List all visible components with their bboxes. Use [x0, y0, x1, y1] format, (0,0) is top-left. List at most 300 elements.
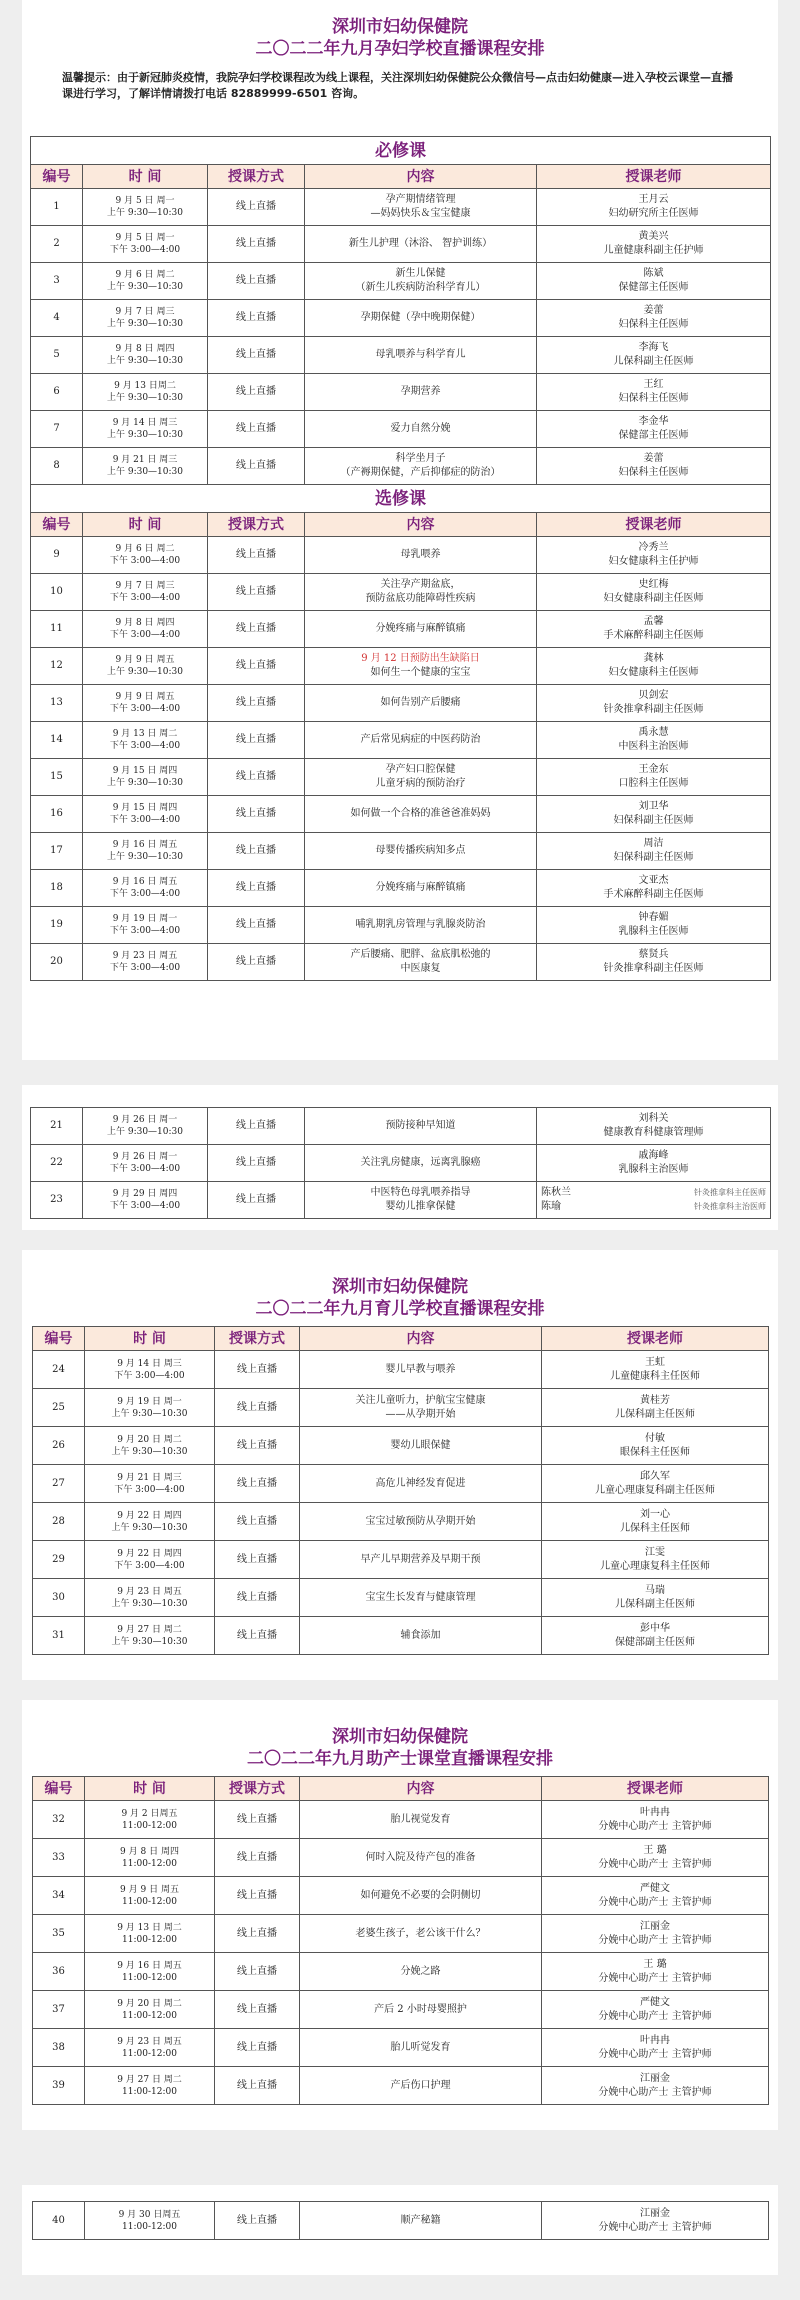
- course-number: 16: [31, 796, 83, 833]
- course-content-line1: 分娩疼痛与麻醉镇痛: [375, 623, 466, 634]
- midwife-schedule-table: [32, 1776, 769, 2105]
- teacher-title: 儿保科副主任医师: [613, 356, 694, 367]
- table-row: [33, 1427, 769, 1465]
- teacher-name: 黄美兴: [638, 231, 669, 242]
- table-row: [31, 944, 771, 981]
- infant-school-title: 二〇二二年九月育儿学校直播课程安排: [255, 1299, 545, 1319]
- col-time: 时 间: [83, 513, 208, 537]
- teacher-cell: [542, 1915, 769, 1953]
- course-time: 上午 9:30—10:30: [106, 467, 183, 477]
- teacher-title: 针灸推拿科主任医师: [694, 1188, 766, 1197]
- table-row: [33, 1915, 769, 1953]
- course-content-line1: 产后常见病症的中医药防治: [360, 734, 481, 745]
- midwife-class-header: [22, 1700, 778, 1770]
- time-cell: [85, 1351, 215, 1389]
- teacher-name: 刘一心: [640, 1508, 670, 1520]
- course-content-line1: 顺产秘籍: [400, 2214, 441, 2226]
- teacher-title: 妇女健康科副主任医师: [603, 593, 704, 604]
- time-cell: [85, 1915, 215, 1953]
- teacher-name: 王 璐: [643, 1844, 667, 1856]
- course-time: 上午 9:30—10:30: [106, 393, 183, 403]
- course-date: 9 月 20 日 周二: [117, 1434, 182, 1445]
- content-cell: [305, 537, 537, 574]
- course-mode: 线上直播: [215, 1915, 300, 1953]
- time-cell: [83, 796, 208, 833]
- time-cell: [83, 1145, 208, 1182]
- col-mode: 授课方式: [208, 513, 305, 537]
- course-content-line2: —妈妈快乐＆宝宝健康: [370, 208, 471, 219]
- time-cell: [83, 226, 208, 263]
- course-content-line1: 分娩疼痛与麻醉镇痛: [375, 882, 466, 893]
- course-time: 上午 9:30—10:30: [106, 356, 183, 366]
- course-number: 17: [31, 833, 83, 870]
- pregnancy-schedule-table: [30, 136, 771, 981]
- content-cell: [305, 1108, 537, 1145]
- teacher-name: 姜蕾: [643, 453, 664, 464]
- course-content-line1: 宝宝过敏预防从孕期开始: [365, 1515, 476, 1527]
- course-content-line1: 爱力自然分娩: [390, 423, 451, 434]
- content-cell: [305, 300, 537, 337]
- course-number: 29: [33, 1541, 85, 1579]
- course-date: 9 月 8 日 周四: [120, 1846, 179, 1857]
- teacher-name: 刘科关: [638, 1113, 669, 1124]
- course-number: 14: [31, 722, 83, 759]
- course-mode: 线上直播: [215, 1617, 300, 1655]
- course-content-line1: 老婆生孩子，老公该干什么？: [355, 1927, 486, 1939]
- course-time: 上午 9:30—10:30: [106, 1127, 183, 1137]
- teacher-cell: [542, 2067, 769, 2105]
- content-cell: [305, 833, 537, 870]
- course-mode: 线上直播: [208, 537, 305, 574]
- course-content-line1: 母婴传播疾病知多点: [375, 845, 466, 856]
- course-time: 下午 3:00—4:00: [109, 593, 181, 603]
- course-mode: 线上直播: [208, 189, 305, 226]
- teacher-cell: [542, 2202, 769, 2240]
- elective-continued-card: [22, 1085, 778, 1230]
- teacher-name: 蔡贤兵: [638, 949, 669, 960]
- time-cell: [85, 1801, 215, 1839]
- course-number: 13: [31, 685, 83, 722]
- course-content-line1: 关注乳房健康，远离乳腺癌: [360, 1157, 481, 1168]
- table-row: [31, 574, 771, 611]
- teacher-name: 江雯: [645, 1546, 665, 1558]
- course-mode: 线上直播: [208, 1108, 305, 1145]
- teacher-title: 针灸推拿科副主任医师: [603, 704, 704, 715]
- teacher-title: 分娩中心助产士 主管护师: [598, 1934, 712, 1946]
- teacher-cell: [537, 574, 771, 611]
- time-cell: [85, 2202, 215, 2240]
- course-content-line1: 关注儿童听力，护航宝宝健康: [355, 1394, 486, 1406]
- teacher-name: 黄桂芳: [640, 1394, 670, 1406]
- teacher-title: 儿童心理康复科主任医师: [600, 1560, 710, 1572]
- course-number: 18: [31, 870, 83, 907]
- teacher-cell: [537, 448, 771, 485]
- table-row: [33, 1541, 769, 1579]
- course-time: 上午 9:30—10:30: [111, 1522, 188, 1533]
- infant-schedule-table: [32, 1326, 769, 1655]
- course-time: 11:00-12:00: [122, 1858, 177, 1869]
- course-number: 32: [33, 1801, 85, 1839]
- teacher-cell: [542, 1839, 769, 1877]
- course-number: 23: [31, 1182, 83, 1219]
- teacher-title: 儿保科主任医师: [620, 1522, 690, 1534]
- time-cell: [85, 1503, 215, 1541]
- teacher-title: 分娩中心助产士 主管护师: [598, 2048, 712, 2060]
- teacher-cell: [542, 1801, 769, 1839]
- content-cell: [300, 1877, 542, 1915]
- course-content-line1: 胎儿视觉发育: [390, 1813, 451, 1825]
- course-time: 下午 3:00—4:00: [109, 815, 181, 825]
- course-mode: 线上直播: [215, 1839, 300, 1877]
- course-mode: 线上直播: [208, 796, 305, 833]
- teacher-name: 严健文: [640, 1882, 670, 1894]
- col-time: 时 间: [83, 165, 208, 189]
- table-row: [31, 337, 771, 374]
- time-cell: [83, 448, 208, 485]
- course-content-line1: 预防接种早知道: [385, 1120, 456, 1131]
- course-content-line1: 孕期营养: [400, 386, 441, 397]
- course-time: 下午 3:00—4:00: [109, 926, 181, 936]
- elective-rows: [31, 537, 771, 981]
- course-mode: 线上直播: [215, 1427, 300, 1465]
- course-date: 9 月 16 日 周五: [112, 877, 178, 887]
- course-content-line1: 如何避免不必要的会阴侧切: [360, 1889, 481, 1901]
- teacher-cell: [537, 374, 771, 411]
- table-header-row: [31, 165, 771, 189]
- teacher-name: 江丽金: [640, 2072, 670, 2084]
- content-cell: [305, 759, 537, 796]
- course-date: 9 月 30 日周五: [118, 2209, 181, 2220]
- table-header-row: [33, 1327, 769, 1351]
- content-cell: [305, 648, 537, 685]
- table-row: [33, 1991, 769, 2029]
- content-cell: [300, 1617, 542, 1655]
- col-mode: 授课方式: [215, 1777, 300, 1801]
- table-row: [31, 1182, 771, 1219]
- table-row: [33, 1579, 769, 1617]
- teacher-cell: [537, 722, 771, 759]
- content-cell: [300, 1427, 542, 1465]
- content-cell: [300, 1839, 542, 1877]
- course-mode: 线上直播: [208, 448, 305, 485]
- course-number: 6: [31, 374, 83, 411]
- course-time: 下午 3:00—4:00: [109, 963, 181, 973]
- teacher-cell: [542, 1617, 769, 1655]
- table-row: [31, 263, 771, 300]
- course-number: 40: [33, 2202, 85, 2240]
- teacher-cell: [537, 337, 771, 374]
- content-cell: [305, 944, 537, 981]
- course-date: 9 月 22 日 周四: [117, 1510, 182, 1521]
- teacher-name: 江丽金: [640, 1920, 670, 1932]
- content-cell: [305, 907, 537, 944]
- table-row: [33, 1877, 769, 1915]
- table-row: [33, 1839, 769, 1877]
- course-content-line1: 何时入院及待产包的准备: [365, 1851, 476, 1863]
- teacher-name: 彭中华: [640, 1622, 670, 1634]
- course-date: 9 月 27 日 周二: [117, 1624, 182, 1635]
- course-time: 下午 3:00—4:00: [109, 630, 181, 640]
- time-cell: [83, 611, 208, 648]
- teacher-name: 江丽金: [640, 2207, 670, 2219]
- teacher-name: 冷秀兰: [638, 542, 669, 553]
- content-cell: [305, 796, 537, 833]
- course-date: 9 月 14 日 周三: [112, 418, 178, 428]
- course-mode: 线上直播: [208, 870, 305, 907]
- course-mode: 线上直播: [215, 1389, 300, 1427]
- course-date: 9 月 7 日 周三: [115, 307, 175, 317]
- pregnancy-school-card: [22, 0, 778, 1060]
- table-row: [31, 1145, 771, 1182]
- teacher-cell: [537, 648, 771, 685]
- teacher-cell: [537, 226, 771, 263]
- teacher-title: 妇女健康科主任护师: [608, 556, 699, 567]
- col-num: 编号: [31, 165, 83, 189]
- course-date: 9 月 14 日 周三: [117, 1358, 182, 1369]
- teacher-cell: [542, 1991, 769, 2029]
- course-number: 12: [31, 648, 83, 685]
- time-cell: [83, 1108, 208, 1145]
- midwife-rows: [33, 1801, 769, 2105]
- content-cell: [305, 722, 537, 759]
- teacher-title: 乳腺科主任医师: [618, 926, 689, 937]
- col-teacher: 授课老师: [542, 1327, 769, 1351]
- teacher-title: 分娩中心助产士 主管护师: [598, 2086, 712, 2098]
- teacher-name: 文亚杰: [638, 875, 669, 886]
- course-mode: 线上直播: [208, 1145, 305, 1182]
- content-cell: [305, 1182, 537, 1219]
- content-cell: [305, 1145, 537, 1182]
- teacher-name: 付敏: [645, 1432, 665, 1444]
- course-date: 9 月 13 日 周二: [117, 1922, 182, 1933]
- content-cell: [305, 374, 537, 411]
- col-num: 编号: [33, 1777, 85, 1801]
- content-cell: [305, 870, 537, 907]
- course-mode: 线上直播: [208, 337, 305, 374]
- infant-rows: [33, 1351, 769, 1655]
- notice-text: 温馨提示：由于新冠肺炎疫情，我院孕妇学校课程改为线上课程，关注深圳妇幼保健院公众微信号—点击妇幼健康—进入孕校云课堂—直播课进行学习，了解详情请拨打电话 82889999-6501 咨询。: [62, 71, 733, 100]
- course-content-line2: 如何生一个健康的宝宝: [370, 667, 471, 678]
- teacher-title: 乳腺科主治医师: [618, 1164, 689, 1175]
- teacher-title: 分娩中心助产士 主管护师: [598, 2010, 712, 2022]
- course-number: 24: [33, 1351, 85, 1389]
- course-date: 9 月 27 日 周二: [117, 2074, 182, 2085]
- course-content-line1: 新生儿保健: [395, 268, 446, 279]
- course-number: 11: [31, 611, 83, 648]
- teacher-cell: [537, 907, 771, 944]
- teacher-name: 叶冉冉: [640, 2034, 670, 2046]
- content-cell: [300, 2067, 542, 2105]
- time-cell: [83, 537, 208, 574]
- table-row: [31, 1108, 771, 1145]
- course-time: 上午 9:30—10:30: [106, 282, 183, 292]
- time-cell: [83, 944, 208, 981]
- course-content-line2: （新生儿疾病防治科学育儿）: [355, 282, 486, 293]
- teacher-cell: [542, 1579, 769, 1617]
- course-number: 39: [33, 2067, 85, 2105]
- course-date: 9 月 9 日 周五: [115, 692, 175, 702]
- teacher-cell: [542, 1427, 769, 1465]
- content-cell: [300, 1503, 542, 1541]
- teacher-name: 李金华: [638, 416, 669, 427]
- teacher-cell: [542, 1389, 769, 1427]
- table-row: [31, 685, 771, 722]
- course-date: 9 月 8 日 周四: [115, 618, 175, 628]
- content-cell: [305, 611, 537, 648]
- course-content-line1: 产后腰痛、肥胖、盆底肌松弛的: [350, 949, 491, 960]
- infant-school-card: [22, 1250, 778, 1680]
- teacher-title: 手术麻醉科副主任医师: [603, 889, 704, 900]
- content-cell: [300, 2202, 542, 2240]
- course-time: 上午 9:30—10:30: [111, 1636, 188, 1647]
- content-cell: [305, 685, 537, 722]
- table-row: [33, 1351, 769, 1389]
- col-teacher: 授课老师: [542, 1777, 769, 1801]
- course-date: 9 月 16 日 周五: [117, 1960, 182, 1971]
- course-date: 9 月 29 日 周四: [112, 1189, 178, 1199]
- table-row: [31, 374, 771, 411]
- course-content-line2: 儿童牙病的预防治疗: [375, 778, 466, 789]
- teacher-title: 妇保科主任医师: [618, 393, 689, 404]
- course-number: 2: [31, 226, 83, 263]
- time-cell: [85, 1991, 215, 2029]
- col-time: 时 间: [85, 1777, 215, 1801]
- course-number: 38: [33, 2029, 85, 2067]
- hospital-name: 深圳市妇幼保健院: [332, 1727, 468, 1747]
- teacher-name: 王 璐: [643, 1958, 667, 1970]
- course-date: 9 月 7 日 周三: [115, 581, 175, 591]
- teacher-title: 妇幼研究所主任医师: [608, 208, 699, 219]
- teacher-cell: [542, 1503, 769, 1541]
- teacher-title: 妇女健康科主任医师: [608, 667, 699, 678]
- course-mode: 线上直播: [215, 1991, 300, 2029]
- course-time: 下午 3:00—4:00: [114, 1370, 185, 1381]
- course-time: 上午 9:30—10:30: [106, 778, 183, 788]
- course-date: 9 月 23 日 周五: [117, 2036, 182, 2047]
- table-row: [31, 448, 771, 485]
- course-content-line2: 中医康复: [400, 963, 441, 974]
- course-mode: 线上直播: [215, 1351, 300, 1389]
- table-row: [33, 2202, 769, 2240]
- teacher-title: 中医科主治医师: [618, 741, 689, 752]
- time-cell: [85, 1617, 215, 1655]
- content-cell: [305, 448, 537, 485]
- content-cell: [305, 574, 537, 611]
- time-cell: [85, 1579, 215, 1617]
- content-cell: [305, 189, 537, 226]
- course-content-line1: 孕产期情绪管理: [385, 194, 456, 205]
- course-content-line1: 胎儿听觉发育: [390, 2041, 451, 2053]
- teacher-name: 孟馨: [643, 616, 664, 627]
- course-number: 26: [33, 1427, 85, 1465]
- course-number: 30: [33, 1579, 85, 1617]
- course-time: 上午 9:30—10:30: [111, 1408, 188, 1419]
- time-cell: [85, 1465, 215, 1503]
- table-row: [33, 1617, 769, 1655]
- teacher-cell: [542, 1877, 769, 1915]
- course-date: 9 月 22 日 周四: [117, 1548, 182, 1559]
- time-cell: [85, 2029, 215, 2067]
- teacher-title: 口腔科主任医师: [618, 778, 689, 789]
- col-content: 内容: [305, 165, 537, 189]
- midwife-continued-rows: [33, 2202, 769, 2240]
- course-number: 3: [31, 263, 83, 300]
- time-cell: [83, 411, 208, 448]
- course-time: 11:00-12:00: [122, 2221, 177, 2232]
- time-cell: [85, 1541, 215, 1579]
- course-time: 上午 9:30—10:30: [111, 1446, 188, 1457]
- course-time: 下午 3:00—4:00: [109, 741, 181, 751]
- teacher-title: 儿童健康科主任医师: [610, 1370, 700, 1382]
- teacher-cell: [537, 300, 771, 337]
- course-number: 4: [31, 300, 83, 337]
- teacher-cell: [537, 1108, 771, 1145]
- course-number: 34: [33, 1877, 85, 1915]
- course-content-line1: 孕产妇口腔保健: [385, 764, 456, 775]
- col-mode: 授课方式: [215, 1327, 300, 1351]
- teacher-name: 马瑞: [645, 1584, 665, 1596]
- time-cell: [85, 1389, 215, 1427]
- hospital-name: 深圳市妇幼保健院: [332, 17, 468, 37]
- teacher-title: 儿保科副主任医师: [615, 1408, 695, 1420]
- teacher-name: 王红: [643, 379, 664, 390]
- course-number: 22: [31, 1145, 83, 1182]
- teacher-title: 分娩中心助产士 主管护师: [598, 1972, 712, 1984]
- teacher-title: 儿保科副主任医师: [615, 1598, 695, 1610]
- teacher-title: 保健部主任医师: [618, 282, 689, 293]
- course-mode: 线上直播: [208, 833, 305, 870]
- content-cell: [300, 1465, 542, 1503]
- course-content-line1: 母乳喂养与科学育儿: [375, 349, 466, 360]
- teacher-title: 针灸推拿科副主任医师: [603, 963, 704, 974]
- table-row: [31, 907, 771, 944]
- col-mode: 授课方式: [208, 165, 305, 189]
- table-row: [31, 537, 771, 574]
- table-row: [31, 611, 771, 648]
- col-content: 内容: [300, 1327, 542, 1351]
- course-content-line1: 婴幼儿眼保健: [390, 1439, 451, 1451]
- course-date: 9 月 2 日周五: [121, 1808, 178, 1819]
- teacher-title: 眼保科主任医师: [620, 1446, 690, 1458]
- course-mode: 线上直播: [208, 574, 305, 611]
- course-mode: 线上直播: [208, 944, 305, 981]
- teacher-cell: [537, 411, 771, 448]
- course-number: 10: [31, 574, 83, 611]
- time-cell: [83, 337, 208, 374]
- content-cell: [300, 1801, 542, 1839]
- time-cell: [83, 574, 208, 611]
- course-number: 27: [33, 1465, 85, 1503]
- time-cell: [85, 2067, 215, 2105]
- content-cell: [300, 1541, 542, 1579]
- course-number: 8: [31, 448, 83, 485]
- content-cell: [305, 226, 537, 263]
- table-row: [31, 189, 771, 226]
- course-time: 11:00-12:00: [122, 2048, 177, 2059]
- teacher-name: 严健文: [640, 1996, 670, 2008]
- time-cell: [83, 907, 208, 944]
- col-num: 编号: [33, 1327, 85, 1351]
- course-date: 9 月 8 日 周四: [115, 344, 175, 354]
- course-content-line1: 孕期保健（孕中晚期保健）: [360, 312, 481, 323]
- course-content-line1: 早产儿早期营养及早期干预: [360, 1553, 481, 1565]
- hospital-name: 深圳市妇幼保健院: [332, 1277, 468, 1297]
- course-mode: 线上直播: [208, 1182, 305, 1219]
- content-cell: [305, 411, 537, 448]
- teacher-cell: [537, 685, 771, 722]
- table-header-row: [31, 513, 771, 537]
- content-cell: [300, 1579, 542, 1617]
